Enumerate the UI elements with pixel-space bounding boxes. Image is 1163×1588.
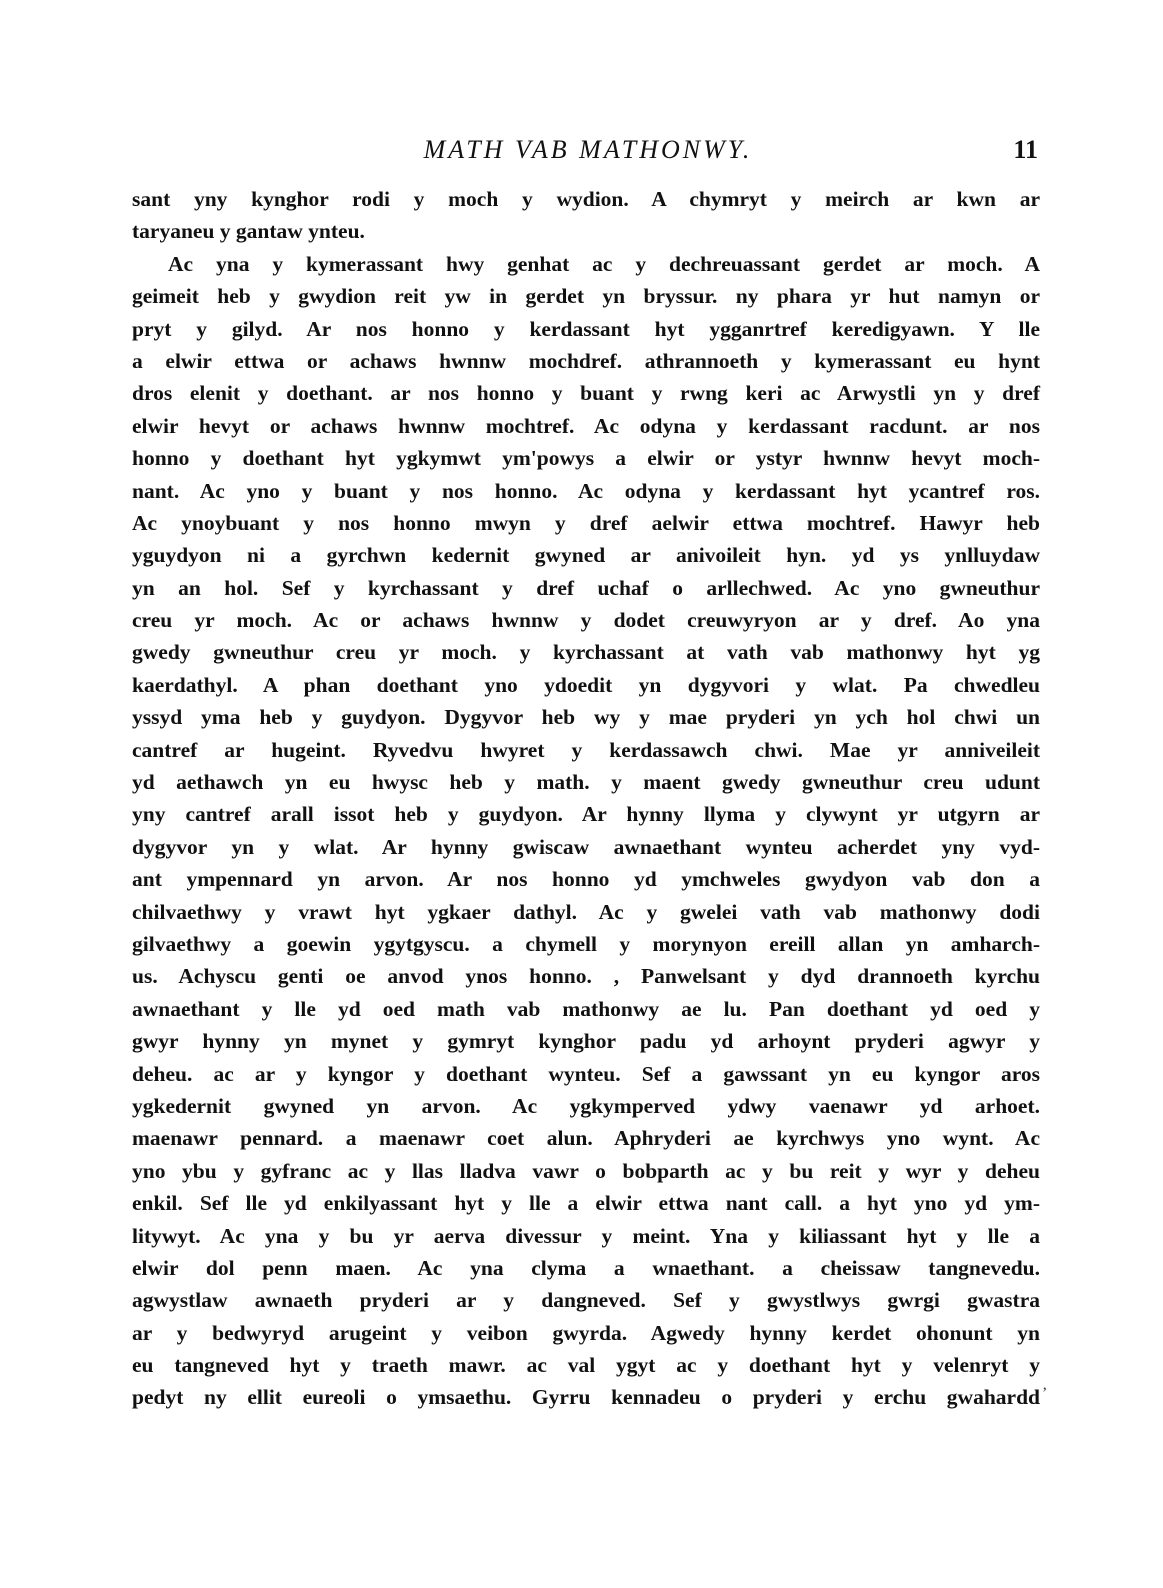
- text-line: gwyr hynny yn mynet y gymryt kynghor padu yd arhoynt pryderi agwyr y: [132, 1029, 1040, 1054]
- running-title: MATH VAB MATHONWY.: [423, 135, 753, 164]
- margin-speck: ‚: [1042, 1376, 1048, 1393]
- text-line: honno y doethant hyt ygkymwt ym'powys a elwir or ystyr hwnnw hevyt moch-: [132, 446, 1040, 471]
- text-line: dros elenit y doethant. ar nos honno y buant y rwng keri ac Arwystli yn y dref: [132, 381, 1040, 406]
- text-line: agwystlaw awnaeth pryderi ar y dangneved. Sef y gwystlwys gwrgi gwastra: [132, 1288, 1040, 1313]
- text-line: yny cantref arall issot heb y guydyon. Ar hynny llyma y clywynt yr utgyrn ar: [132, 802, 1040, 827]
- text-line: enkil. Sef lle yd enkilyassant hyt y lle a elwir ettwa nant call. a hyt yno yd ym-: [132, 1191, 1040, 1216]
- text-line: sant yny kynghor rodi y moch y wydion. A chymryt y meirch ar kwn ar: [132, 187, 1040, 211]
- text-line: pryt y gilyd. Ar nos honno y kerdassant hyt ygganrtref keredigyawn. Y lle: [132, 316, 1040, 341]
- text-line: gilvaethwy a goewin ygytgyscu. a chymell y morynyon ereill allan yn amharch-: [132, 931, 1040, 956]
- text-line: geimeit heb y gwydion reit yw in gerdet yn bryssur. ny phara yr hut namyn or: [132, 284, 1040, 309]
- text-line: cantref ar hugeint. Ryvedvu hwyret y kerdassawch chwi. Mae yr anniveileit: [132, 737, 1040, 762]
- text-line: maenawr pennard. a maenawr coet alun. Aphryderi ae kyrchwys yno wynt. Ac: [132, 1126, 1040, 1151]
- text-line: yguydyon ni a gyrchwn kedernit gwyned ar anivoileit hyn. yd ys ynlluydaw: [132, 543, 1040, 568]
- text-line: litywyt. Ac yna y bu yr aerva divessur y meint. Yna y kiliassant hyt y lle a: [132, 1223, 1040, 1248]
- text-line: eu tangneved hyt y traeth mawr. ac val ygyt ac y doethant hyt y velenryt y: [132, 1353, 1040, 1378]
- text-line: Ac ynoybuant y nos honno mwyn y dref aelwir ettwa mochtref. Hawyr heb: [132, 510, 1040, 535]
- text-line: creu yr moch. Ac or achaws hwnnw y dodet creuwyryon ar y dref. Ao yna: [132, 608, 1040, 633]
- text-line: yd aethawch yn eu hwysc heb y math. y maent gwedy gwneuthur creu udunt: [132, 770, 1040, 795]
- text-line: elwir hevyt or achaws hwnnw mochtref. Ac odyna y kerdassant racdunt. ar nos: [132, 413, 1040, 438]
- text-line: us. Achyscu genti oe anvod ynos honno. , Panwelsant y dyd drannoeth kyrchu: [132, 964, 1040, 989]
- text-line: elwir dol penn maen. Ac yna clyma a wnaethant. a cheissaw tangnevedu.: [132, 1255, 1040, 1280]
- text-line: ant ympennard yn arvon. Ar nos honno yd ymchweles gwydyon vab don a: [132, 867, 1040, 892]
- body-text: [132, 183, 1040, 1414]
- running-head: [138, 135, 1038, 169]
- text-line: dygyvor yn y wlat. Ar hynny gwiscaw awnaethant wynteu acherdet yny vyd-: [132, 834, 1040, 859]
- text-line: awnaethant y lle yd oed math vab mathonwy ae lu. Pan doethant yd oed y: [132, 996, 1040, 1021]
- text-line: taryaneu y gantaw ynteu.: [132, 219, 365, 244]
- text-line: nant. Ac yno y buant y nos honno. Ac odyna y kerdassant hyt ycantref ros.: [132, 478, 1040, 503]
- page-number: 11: [1013, 135, 1038, 164]
- text-line: yssyd yma heb y guydyon. Dygyvor heb wy y mae pryderi yn ych hol chwi un: [132, 705, 1040, 730]
- text-line: yno ybu y gyfranc ac y llas lladva vawr o bobparth ac y bu reit y wyr y deheu: [132, 1158, 1040, 1183]
- text-line: ygkedernit gwyned yn arvon. Ac ygkymperved ydwy vaenawr yd arhoet.: [132, 1093, 1040, 1118]
- text-line: ar y bedwyryd arugeint y veibon gwyrda. Agwedy hynny kerdet ohonunt yn: [132, 1320, 1040, 1345]
- text-line: deheu. ac ar y kyngor y doethant wynteu. Sef a gawssant yn eu kyngor aros: [132, 1061, 1040, 1086]
- text-line: chilvaethwy y vrawt hyt ygkaer dathyl. Ac y gwelei vath vab mathonwy dodi: [132, 899, 1040, 924]
- text-line: a elwir ettwa or achaws hwnnw mochdref. athrannoeth y kymerassant eu hynt: [132, 348, 1040, 373]
- text-line: yn an hol. Sef y kyrchassant y dref uchaf o arllechwed. Ac yno gwneuthur: [132, 575, 1040, 600]
- text-line: pedyt ny ellit eureoli o ymsaethu. Gyrru kennadeu o pryderi y erchu gwahardd: [132, 1385, 1040, 1410]
- text-line: gwedy gwneuthur creu yr moch. y kyrchassant at vath vab mathonwy hyt yg: [132, 640, 1040, 665]
- text-line: Ac yna y kymerassant hwy genhat ac y dechreuassant gerdet ar moch. A: [168, 251, 1040, 276]
- text-line: kaerdathyl. A phan doethant yno ydoedit yn dygyvori y wlat. Pa chwedleu: [132, 672, 1040, 697]
